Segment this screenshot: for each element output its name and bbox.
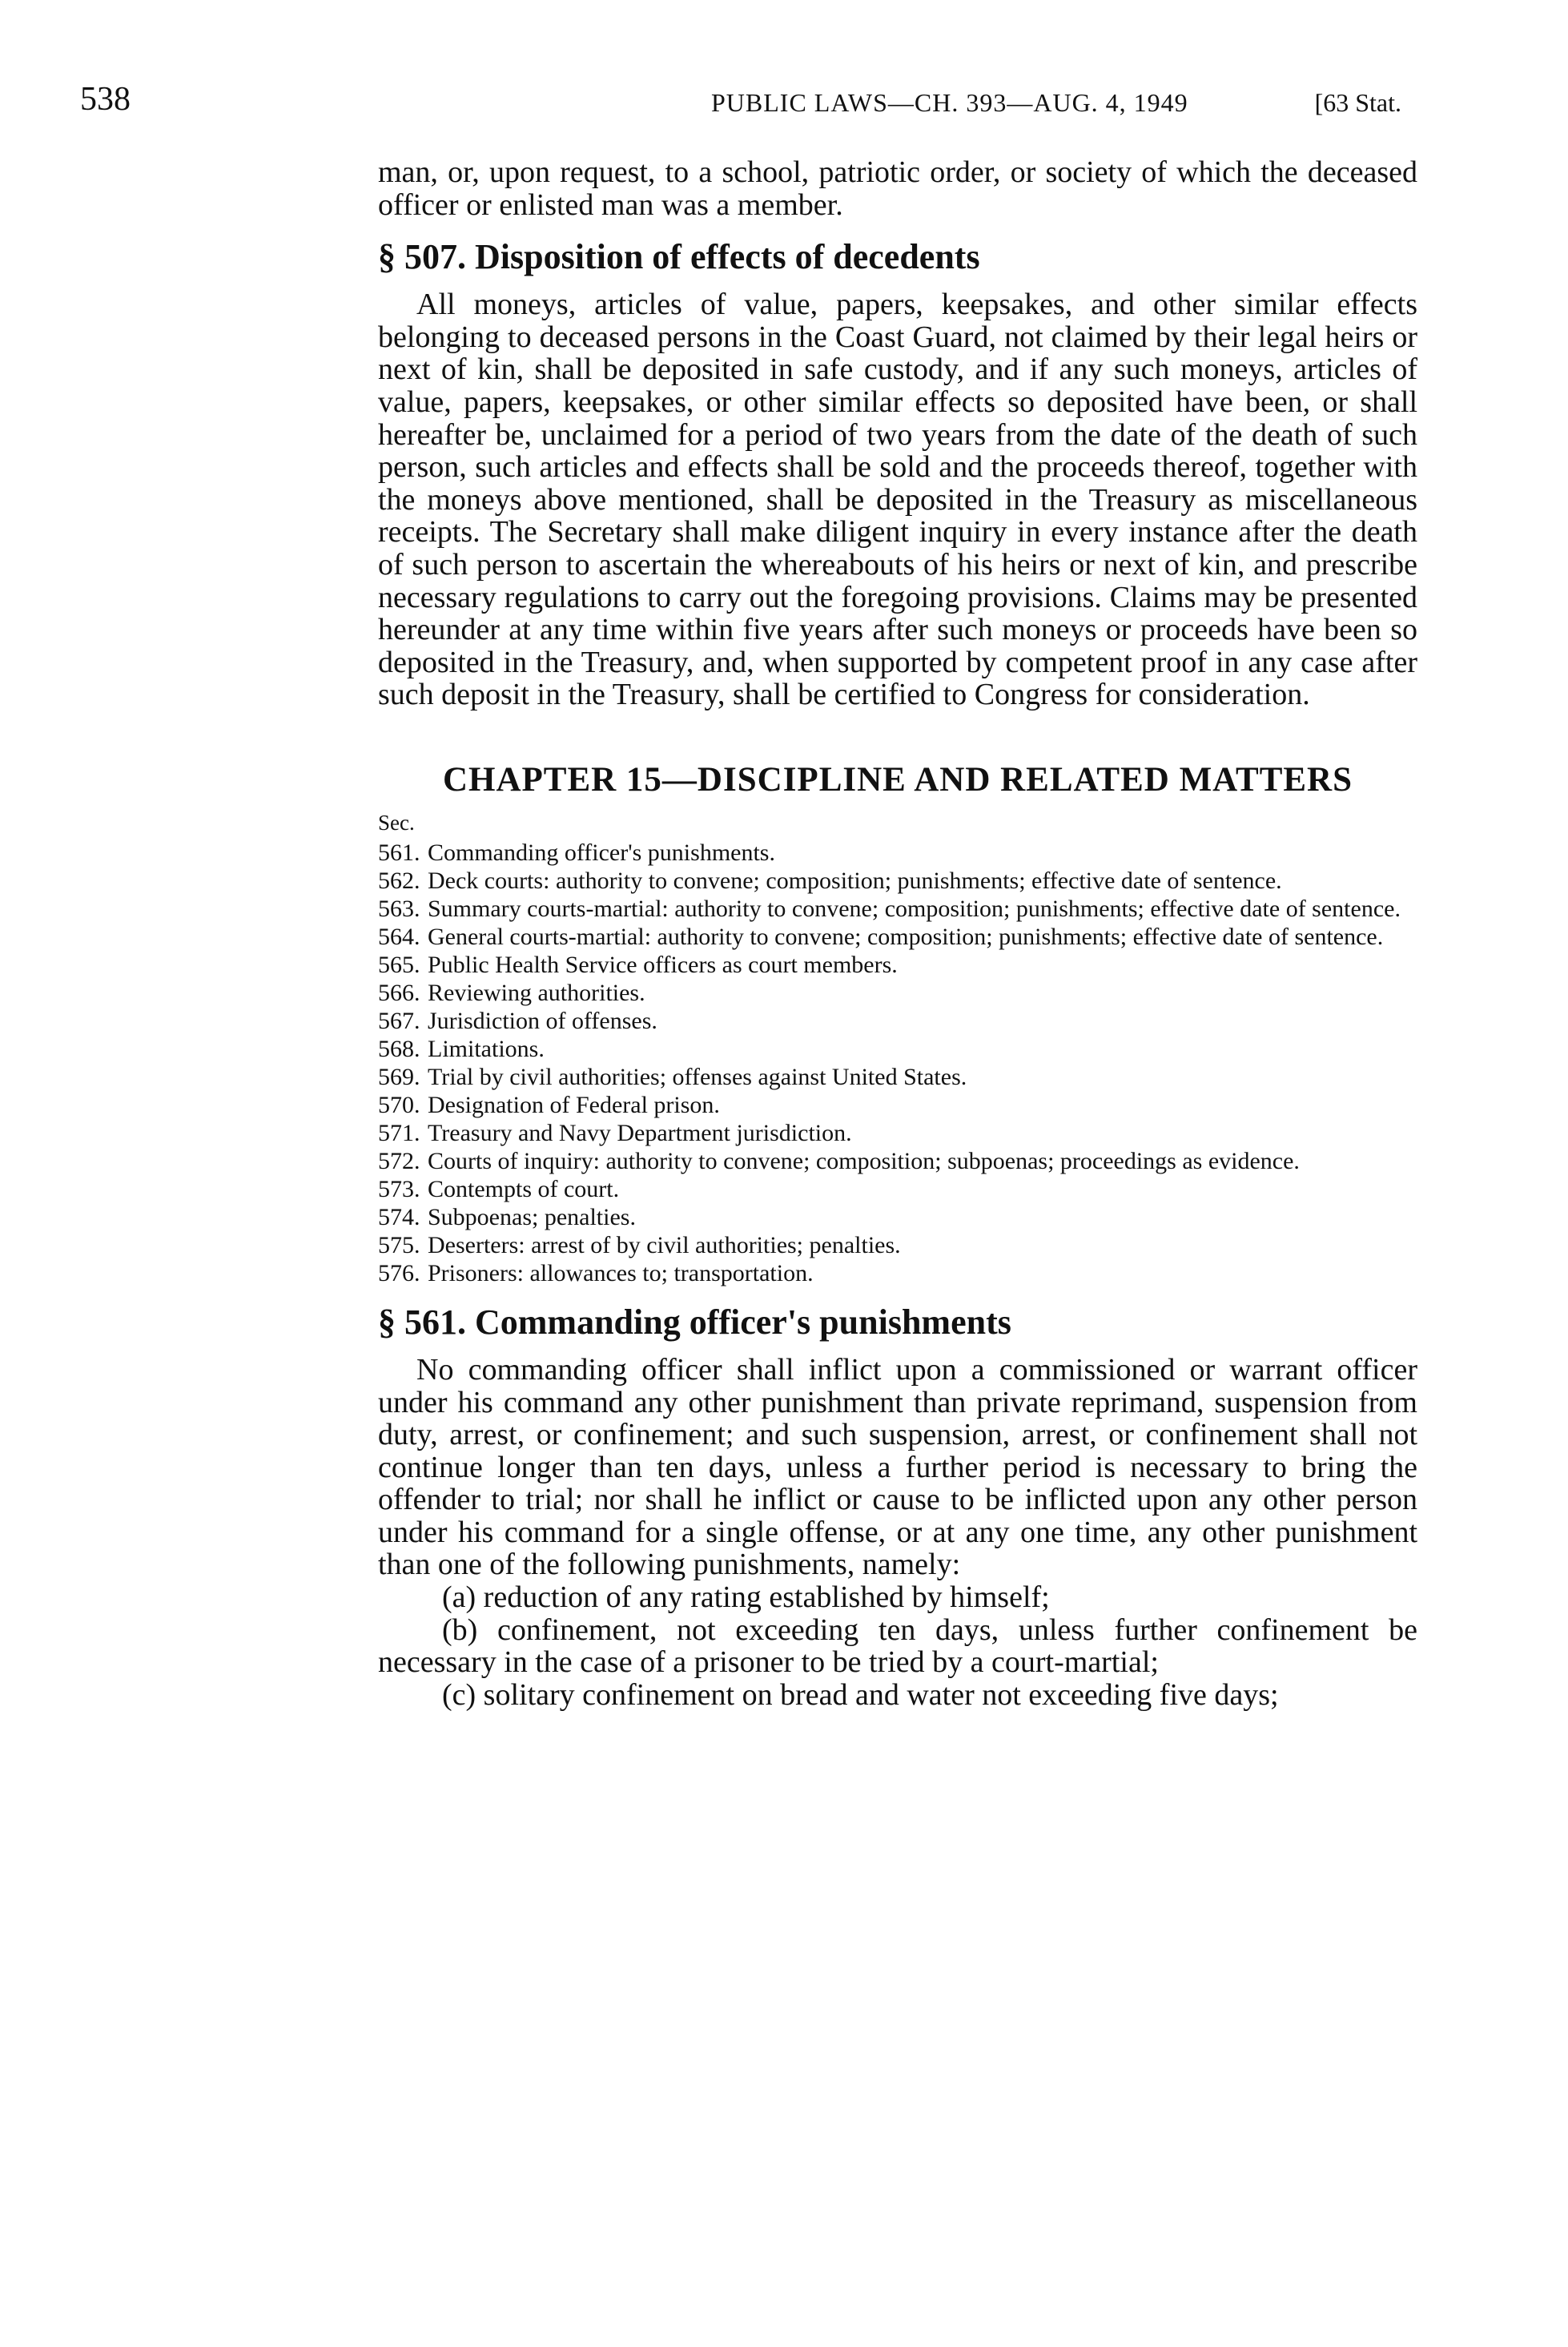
toc-title: Prisoners: allowances to; transportation. xyxy=(428,1259,814,1286)
toc-title: Deserters: arrest of by civil authorities; penalties. xyxy=(428,1231,901,1258)
toc-number: 571. xyxy=(378,1119,420,1146)
toc-item xyxy=(378,1092,1417,1118)
page-header xyxy=(80,80,1401,128)
toc-title: Subpoenas; penalties. xyxy=(428,1203,636,1230)
toc-number: 570. xyxy=(378,1091,420,1118)
toc-title: Commanding officer's punishments. xyxy=(428,839,775,866)
toc-item xyxy=(378,1232,1417,1258)
toc-title: Contempts of court. xyxy=(428,1175,620,1202)
toc-title: Jurisdiction of offenses. xyxy=(428,1007,657,1034)
toc-item xyxy=(378,1036,1417,1062)
section-561-body: No commanding officer shall inflict upon a commissioned or warrant officer under his command any other punishment than private reprimand, suspension from duty, arrest, or confinement; and such suspension, arrest, or confinement shall not continue longer than ten days, unless a further period is necessary to bring the offender to trial; nor shall he inflict or cause to be inflicted upon any other person under his command for a single offense, or at any one time, any other punishment than one of the following punishments, namely: xyxy=(378,1352,1417,1582)
toc-item xyxy=(378,839,1417,866)
toc-title: Reviewing authorities. xyxy=(428,979,645,1006)
toc-number: 566. xyxy=(378,979,420,1006)
toc-title: Trial by civil authorities; offenses against United States. xyxy=(428,1063,967,1090)
toc-title: Courts of inquiry: authority to convene; composition; subpoenas; proceedings as evidence. xyxy=(428,1147,1300,1174)
chapter-heading: CHAPTER 15—DISCIPLINE AND RELATED MATTERS xyxy=(442,760,1353,799)
toc-item xyxy=(378,1260,1417,1286)
section-507-heading: § 507. Disposition of effects of decedents xyxy=(378,237,980,277)
toc-item xyxy=(378,1148,1417,1174)
toc-number: 561. xyxy=(378,839,420,866)
statute-reference: [63 Stat. xyxy=(1314,88,1401,117)
toc-item xyxy=(378,1204,1417,1230)
toc-number: 568. xyxy=(378,1035,420,1062)
toc-number: 574. xyxy=(378,1203,420,1230)
page-body xyxy=(378,156,1417,1711)
punishment-item-b: (b) confinement, not exceeding ten days, unless further confinement be necessary in the case of a prisoner to be tried by a court-martial; xyxy=(378,1612,1417,1680)
toc-title: Public Health Service officers as court members. xyxy=(428,951,898,978)
toc-title: Designation of Federal prison. xyxy=(428,1091,720,1118)
toc-item xyxy=(378,980,1417,1006)
toc-sec-label: Sec. xyxy=(378,810,415,835)
toc-item xyxy=(378,924,1417,950)
toc-title: Treasury and Navy Department jurisdiction. xyxy=(428,1119,852,1146)
toc-title: Summary courts-martial: authority to convene; composition; punishments; effective date of sentence. xyxy=(428,895,1401,922)
section-507-body: All moneys, articles of value, papers, keepsakes, and other similar effects belonging to deceased persons in the Coast Guard, not claimed by their legal heirs or next of kin, shall be deposited in safe custody, and if any such moneys, articles of value, papers, keepsakes, or other similar effects so deposited have been, or shall hereafter be, unclaimed for a period of two years from the date of the death of such person, such articles and effects shall be sold and the proceeds thereof, together with the moneys above mentioned, shall be deposited in the Treasury as miscellaneous receipts. The Secretary shall make diligent inquiry in every instance after the death of such person to ascertain the whereabouts of his heirs or next of kin, and prescribe necessary regulations to carry out the foregoing provisions. Claims may be presented hereunder at any time within five years after such moneys or proceeds have been so deposited in the Treasury, and, when supported by competent proof in any case after such deposit in the Treasury, shall be certified to Congress for consideration. xyxy=(378,288,1417,712)
toc-title: General courts-martial: authority to convene; composition; punishments; effective date of sentence. xyxy=(428,923,1384,950)
toc-number: 569. xyxy=(378,1063,420,1090)
toc-title: Deck courts: authority to convene; composition; punishments; effective date of sentence. xyxy=(428,867,1282,894)
toc-number: 572. xyxy=(378,1147,420,1174)
toc-number: 576. xyxy=(378,1259,420,1286)
toc-item xyxy=(378,868,1417,894)
chapter-toc xyxy=(378,839,1417,1286)
section-561-heading: § 561. Commanding officer's punishments xyxy=(378,1302,1011,1342)
running-head: PUBLIC LAWS—CH. 393—AUG. 4, 1949 xyxy=(711,88,1188,117)
toc-number: 564. xyxy=(378,923,420,950)
toc-number: 563. xyxy=(378,895,420,922)
toc-title: Limitations. xyxy=(428,1035,545,1062)
toc-item xyxy=(378,1176,1417,1202)
punishment-item-a: (a) reduction of any rating established by himself; xyxy=(442,1580,1050,1615)
toc-number: 565. xyxy=(378,951,420,978)
page-number: 538 xyxy=(80,81,131,118)
toc-item xyxy=(378,1064,1417,1090)
continuation-paragraph: man, or, upon request, to a school, patriotic order, or society of which the deceased officer or enlisted man was a member. xyxy=(378,155,1417,222)
toc-item xyxy=(378,896,1417,922)
toc-number: 573. xyxy=(378,1175,420,1202)
toc-item xyxy=(378,1008,1417,1034)
toc-number: 562. xyxy=(378,867,420,894)
toc-item xyxy=(378,1120,1417,1146)
toc-number: 575. xyxy=(378,1231,420,1258)
toc-number: 567. xyxy=(378,1007,420,1034)
toc-item xyxy=(378,952,1417,978)
punishment-item-c: (c) solitary confinement on bread and water not exceeding five days; xyxy=(442,1677,1279,1712)
